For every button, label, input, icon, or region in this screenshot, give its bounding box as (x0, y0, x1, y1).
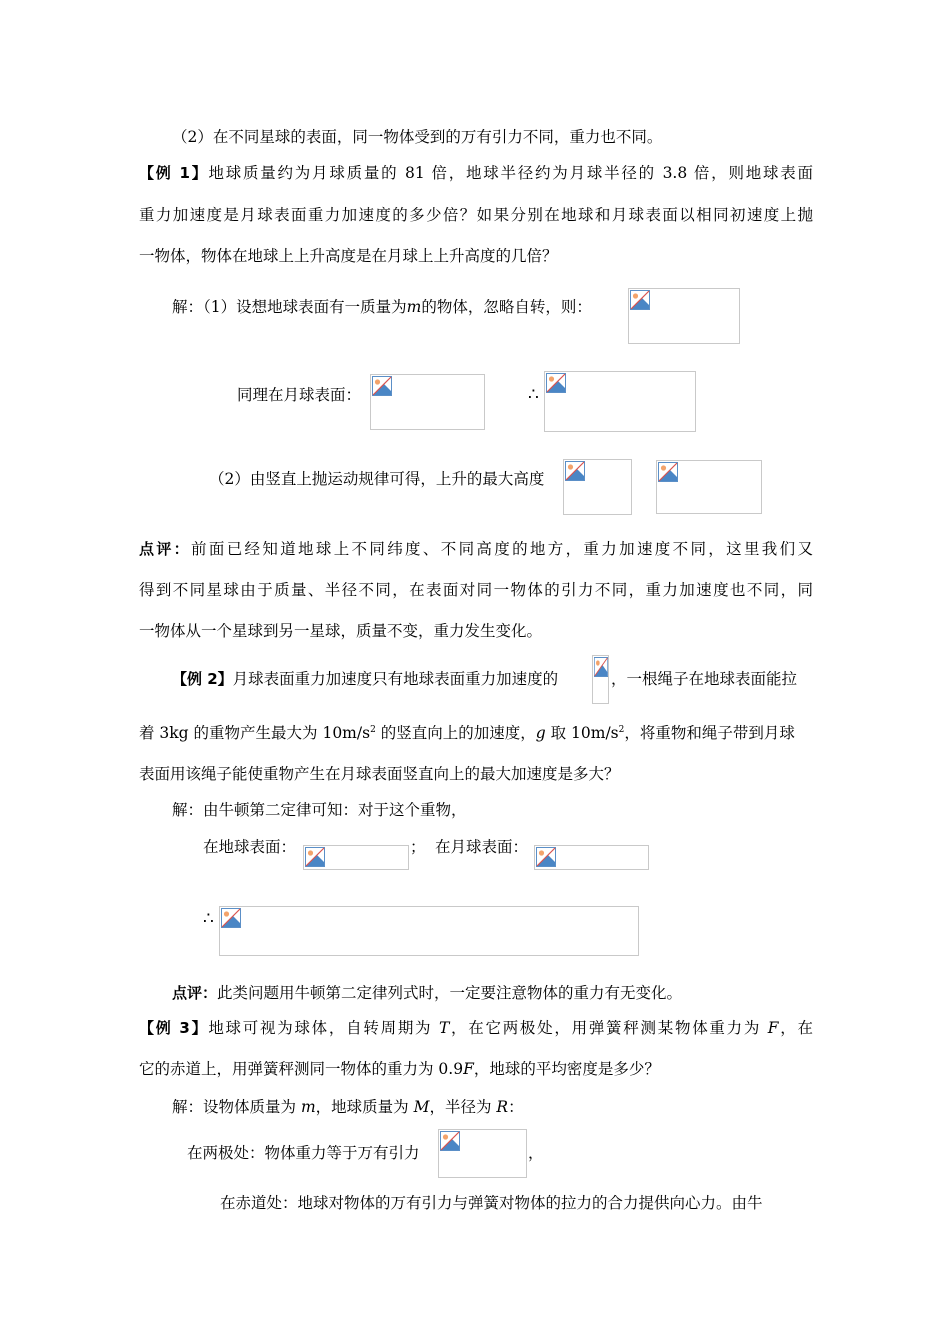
example-1-line-3: 一物体，物体在地球上上升高度是在月球上上升高度的几倍？ (139, 247, 558, 265)
solution-1-moon-surface: 同理在月球表面： (237, 386, 362, 404)
solution-1-intro: 解：（1）设想地球表面有一质量为m的物体，忽略自转，则： (172, 298, 592, 316)
solution-2-intro: 解：由牛顿第二定律可知：对于这个重物， (172, 801, 467, 819)
comma: ， (528, 1144, 544, 1162)
formula-image-moon-gravity (370, 374, 485, 430)
formula-image-earth-gravity (628, 288, 740, 344)
therefore-symbol-2: ∴ (203, 909, 214, 929)
example-1-line-2: 重力加速度是月球表面重力加速度的多少倍？如果分别在地球和月球表面以相同初速度上抛 (139, 206, 813, 224)
review-1-line-1: 点评：前面已经知道地球上不同纬度、不同高度的地方，重力加速度不同，这里我们又 (139, 540, 813, 558)
review-2-tag: 点评： (172, 984, 218, 1002)
example-1-tag: 【例 1】 (139, 164, 209, 182)
broken-image-icon (536, 847, 556, 867)
solution-3-poles: 在两极处：物体重力等于万有引力 (187, 1144, 420, 1162)
formula-image-max-height (563, 459, 632, 515)
broken-image-icon (546, 373, 566, 393)
force-symbol-F: F (767, 1019, 779, 1037)
formula-image-one-sixth (592, 655, 609, 704)
formula-image-moon-acceleration (219, 906, 639, 956)
therefore-symbol: ∴ (528, 385, 539, 405)
review-2: 点评：此类问题用牛顿第二定律列式时，一定要注意物体的重力有无变化。 (172, 984, 683, 1002)
broken-image-icon (440, 1131, 460, 1151)
mass-symbol-m: m (406, 298, 422, 316)
solution-2-earth-surface: 在地球表面： (203, 838, 297, 856)
statement-different-planets: （2）在不同星球的表面，同一物体受到的万有引力不同，重力也不同。 (172, 128, 663, 146)
broken-image-icon (565, 461, 585, 481)
formula-image-poles-gravity (438, 1129, 527, 1178)
example-2-line-3: 表面用该绳子能使重物产生在月球表面竖直向上的最大加速度是多大？ (139, 765, 620, 783)
example-3-line-2: 它的赤道上，用弹簧秤测同一物体的重力为 0.9F，地球的平均密度是多少？ (139, 1060, 660, 1078)
semicolon: ； (410, 838, 426, 856)
example-2-line-1-start: 【例 2】月球表面重力加速度只有地球表面重力加速度的 (172, 670, 559, 688)
formula-image-moon-newton (534, 845, 649, 870)
example-1-line-1: 【例 1】地球质量约为月球质量的 81 倍，地球半径约为月球半径的 3.8 倍，则地球表面 (139, 164, 813, 182)
broken-image-icon (658, 462, 678, 482)
example-2-line-1-end: ，一根绳子在地球表面能拉 (611, 670, 798, 688)
broken-image-icon (630, 290, 650, 310)
period-symbol-T: T (438, 1019, 450, 1037)
solution-3-intro: 解：设物体质量为 m，地球质量为 M，半径为 R： (172, 1098, 524, 1116)
example-2-tag: 【例 2】 (172, 670, 233, 688)
broken-image-icon (372, 376, 392, 396)
solution-3-equator: 在赤道处：地球对物体的万有引力与弹簧对物体的拉力的合力提供向心力。由牛 (220, 1194, 763, 1212)
review-1-tag: 点评： (139, 540, 192, 558)
review-1-line-2: 得到不同星球由于质量、半径不同，在表面对同一物体的引力不同，重力加速度也不同，同 (139, 581, 813, 599)
formula-image-ratio (544, 371, 696, 432)
formula-image-height-ratio (656, 460, 762, 514)
formula-image-earth-newton (303, 845, 409, 870)
broken-image-icon (594, 657, 608, 677)
solution-2-moon-surface: 在月球表面： (435, 838, 529, 856)
broken-image-icon (305, 847, 325, 867)
broken-image-icon (221, 908, 241, 928)
solution-1-part-2: （2）由竖直上抛运动规律可得，上升的最大高度 (209, 470, 545, 488)
review-1-line-3: 一物体从一个星球到另一星球，质量不变，重力发生变化。 (139, 622, 543, 640)
example-3-tag: 【例 3】 (139, 1019, 209, 1037)
example-3-line-1: 【例 3】地球可视为球体，自转周期为 T，在它两极处，用弹簧秤测某物体重力为 F，在 (139, 1019, 813, 1037)
example-2-line-2: 着 3kg 的重物产生最大为 $10m/s^2$ 的竖直向上的加速度，g 取 $10m/s^2$，将重物和绳子带到月球 (139, 724, 795, 742)
gravity-symbol-g: g (535, 724, 546, 742)
